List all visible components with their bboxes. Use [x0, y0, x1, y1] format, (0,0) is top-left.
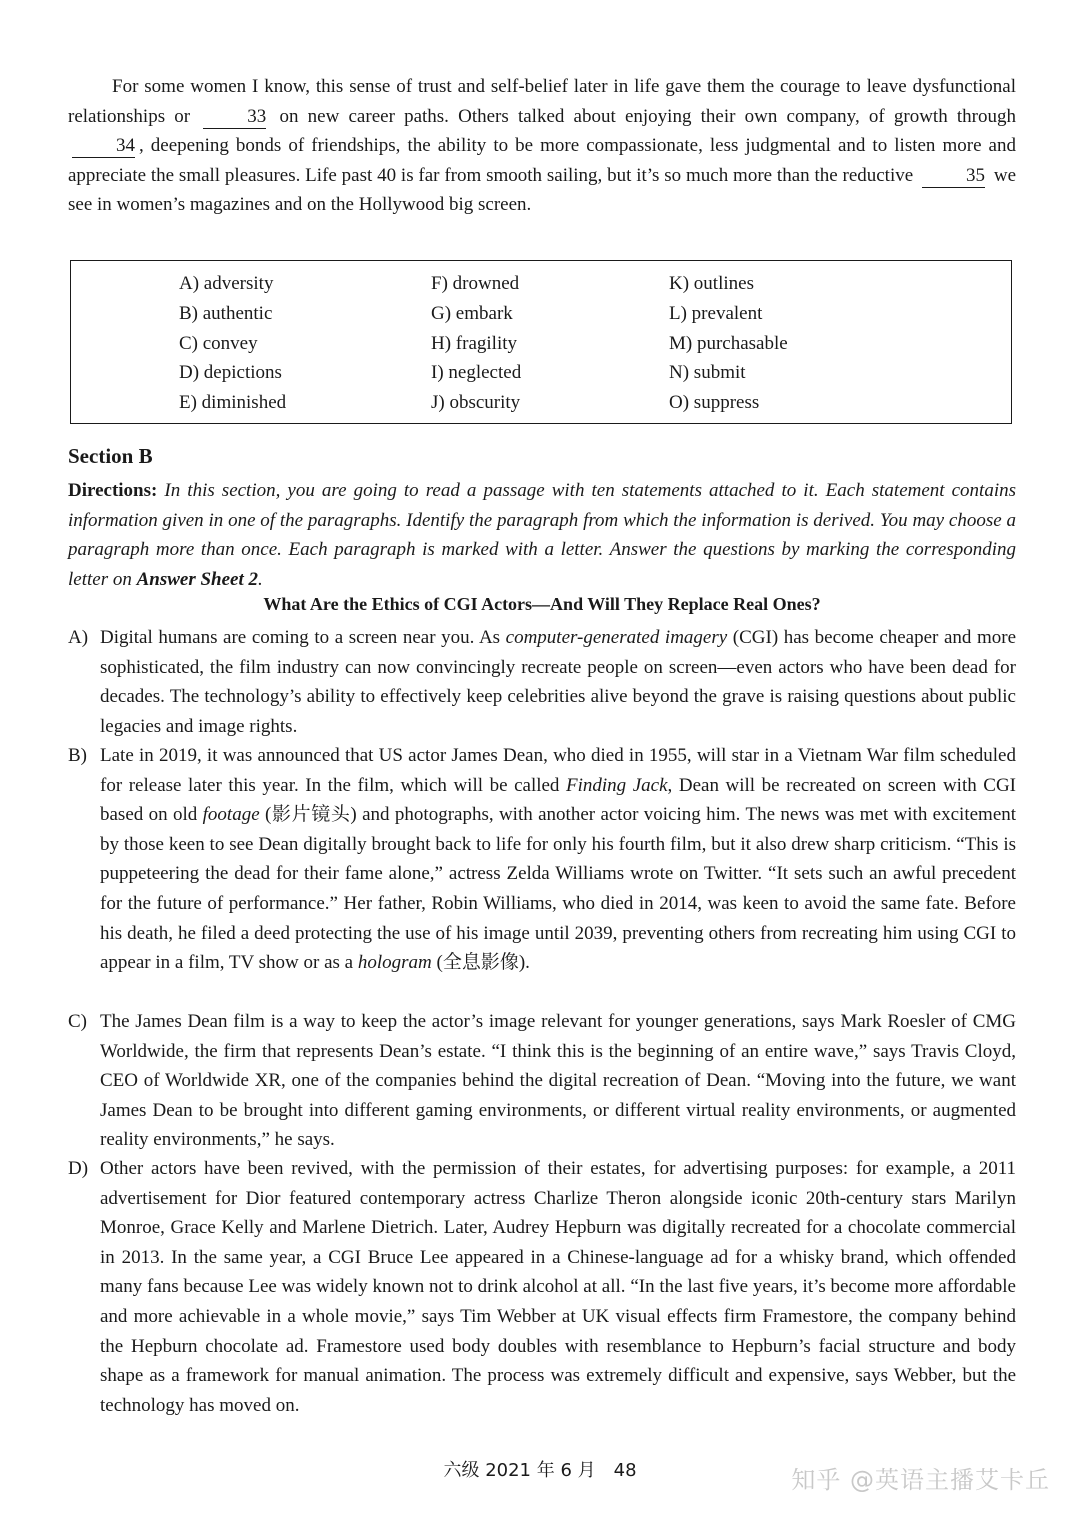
paragraph-text: , Dean will be recreated on screen with CGI based on old: [100, 774, 1017, 826]
intro-text-1: For some women I know, this sense of trust and self-belief later in life gave them the courage to leave dysfunctional relationships or: [68, 76, 1016, 127]
intro-text-2: on new career paths. Others talked about enjoying their own company, of growth through: [279, 105, 1016, 127]
paragraph-letter: B): [68, 745, 87, 766]
passage-title: What Are the Ethics of CGI Actors—And Will They Replace Real Ones?: [263, 594, 821, 614]
paragraph-letter: C): [68, 1011, 87, 1032]
paragraph-text: (CGI) has become cheaper and more sophisticated, the film industry can now convincingly recreate people on screen—even actors who have been dead for decades. The technology’s ability to effectively keep celebrities alive beyond the grave is raising questions about public legacies and image rights.: [100, 627, 1017, 737]
word-option: M) purchasable: [669, 332, 788, 354]
word-bank-column-1: [179, 269, 286, 418]
paragraph-text: The James Dean film is a way to keep the actor’s image relevant for younger generations, says Mark Roesler of CMG Worldwide, the firm that represents Dean’s estate. “I think this is the beginning of an entire wave,” says Travis Cloyd, CEO of Worldwide XR, one of the companies behind the digital recreation of Dean. “Moving into the future, we want James Dean to be brought into different gaming environments, or different virtual reality environments, or augmented reality environments,” he says.: [100, 1011, 1016, 1151]
intro-text-4: we see in women’s magazines and on the Hollywood big screen.: [68, 164, 1016, 216]
word-option: N) submit: [669, 362, 746, 384]
word-option: K) outlines: [669, 273, 754, 294]
word-bank-column-2: [431, 269, 521, 418]
word-option: J) obscurity: [431, 392, 521, 414]
word-option: L) prevalent: [669, 302, 763, 324]
paragraph-c: [68, 1007, 1016, 1155]
blank-34: 34: [72, 135, 135, 158]
page-footer: 六级 2021 年 6 月 48: [443, 1460, 637, 1481]
word-option: I) neglected: [431, 362, 522, 384]
word-option: B) authentic: [179, 302, 273, 324]
word-option: O) suppress: [669, 392, 760, 414]
directions-label: Directions:: [68, 480, 158, 501]
section-heading: Section B: [68, 444, 153, 468]
word-option: A) adversity: [179, 273, 274, 294]
blank-35: 35: [922, 165, 985, 188]
directions: [68, 476, 1016, 594]
italic-term: hologram: [357, 952, 432, 974]
word-option: C) convey: [179, 332, 258, 354]
word-option: E) diminished: [179, 392, 287, 414]
blank-33: 33: [203, 106, 266, 129]
italic-term: footage: [202, 804, 260, 826]
word-bank-column-3: [669, 269, 788, 418]
word-option: H) fragility: [431, 332, 518, 354]
paragraph-text: (全息影像).: [436, 952, 530, 974]
paragraph-text: Digital humans are coming to a screen near you. As: [100, 627, 501, 648]
paragraph-letter: D): [68, 1158, 89, 1179]
italic-term: Finding Jack: [566, 774, 668, 796]
intro-paragraph: [68, 72, 1016, 220]
italic-term: computer-generated imagery: [505, 627, 728, 648]
answer-sheet-label: Answer Sheet 2: [136, 568, 259, 590]
directions-text: In this section, you are going to read a passage with ten statements attached to it. Each statement contains information given in one of the paragraphs. Identify the paragraph from which the information is derived. You may choose a paragraph more than once. Each paragraph is marked with a letter. Answer the questions by marking the corresponding letter on: [68, 480, 1017, 590]
paragraph-text: (影片镜头) and photographs, with another actor voicing him. The news was met with excitement by those keen to see Dean digitally brought back to life for only his fourth film, but it also drew sharp criticism. “This is puppeteering the dead for their fame alone,” actress Zelda Williams wrote on Twitter. “It sets such an awful precedent for the future of performance.” Her father, Robin Williams, who died in 2014, was keen to avoid the same fate. Before his death, he filed a deed protecting the use of his image until 2039, preventing others from recreating him using CGI to appear in a film, TV show or as a: [100, 804, 1017, 974]
paragraph-a: [68, 623, 1016, 741]
watermark: 知乎 @英语主播艾卡丘: [791, 1466, 1050, 1494]
word-bank: [70, 260, 1012, 424]
paragraph-text: Late in 2019, it was announced that US actor James Dean, who died in 1955, will star in a Vietnam War film scheduled for release later this year. In the film, which will be called: [100, 745, 1016, 796]
word-option: G) embark: [431, 302, 513, 324]
word-option: F) drowned: [431, 273, 520, 294]
directions-end: .: [258, 568, 263, 590]
paragraph-text: Other actors have been revived, with the permission of their estates, for advertising purposes: for example, a 2011 advertisement for Dior featured contemporary actress Charlize Theron alongside iconic 20th-century stars Marilyn Monroe, Grace Kelly and Marlene Dietrich. Later, Audrey Hepburn was digitally recreated for a chocolate commercial in 2013. In the same year, a CGI Bruce Lee appeared in a Chinese-language ad for a whisky brand, which offended many fans because Lee was widely known not to drink alcohol at all. “In the last five years, it’s become more affordable and more achievable in a whole movie,” says Tim Webber at UK visual effects firm Framestore, the company behind the Hepburn chocolate ad. Framestore used body doubles with resemblance to Hepburn’s facial structure and body shape as a framework for manual animation. The process was extremely difficult and expensive, says Webber, but the technology has moved on.: [100, 1158, 1016, 1416]
intro-text-3: , deepening bonds of friendships, the ability to be more compassionate, less judgmental and to listen more and appreciate the small pleasures. Life past 40 is far from smooth sailing, but it’s so much more than the reductive: [68, 135, 1016, 186]
paragraph-letter: A): [68, 627, 89, 648]
paragraph-d: [68, 1154, 1016, 1420]
word-option: D) depictions: [179, 362, 282, 384]
paragraph-b: [68, 741, 1016, 978]
